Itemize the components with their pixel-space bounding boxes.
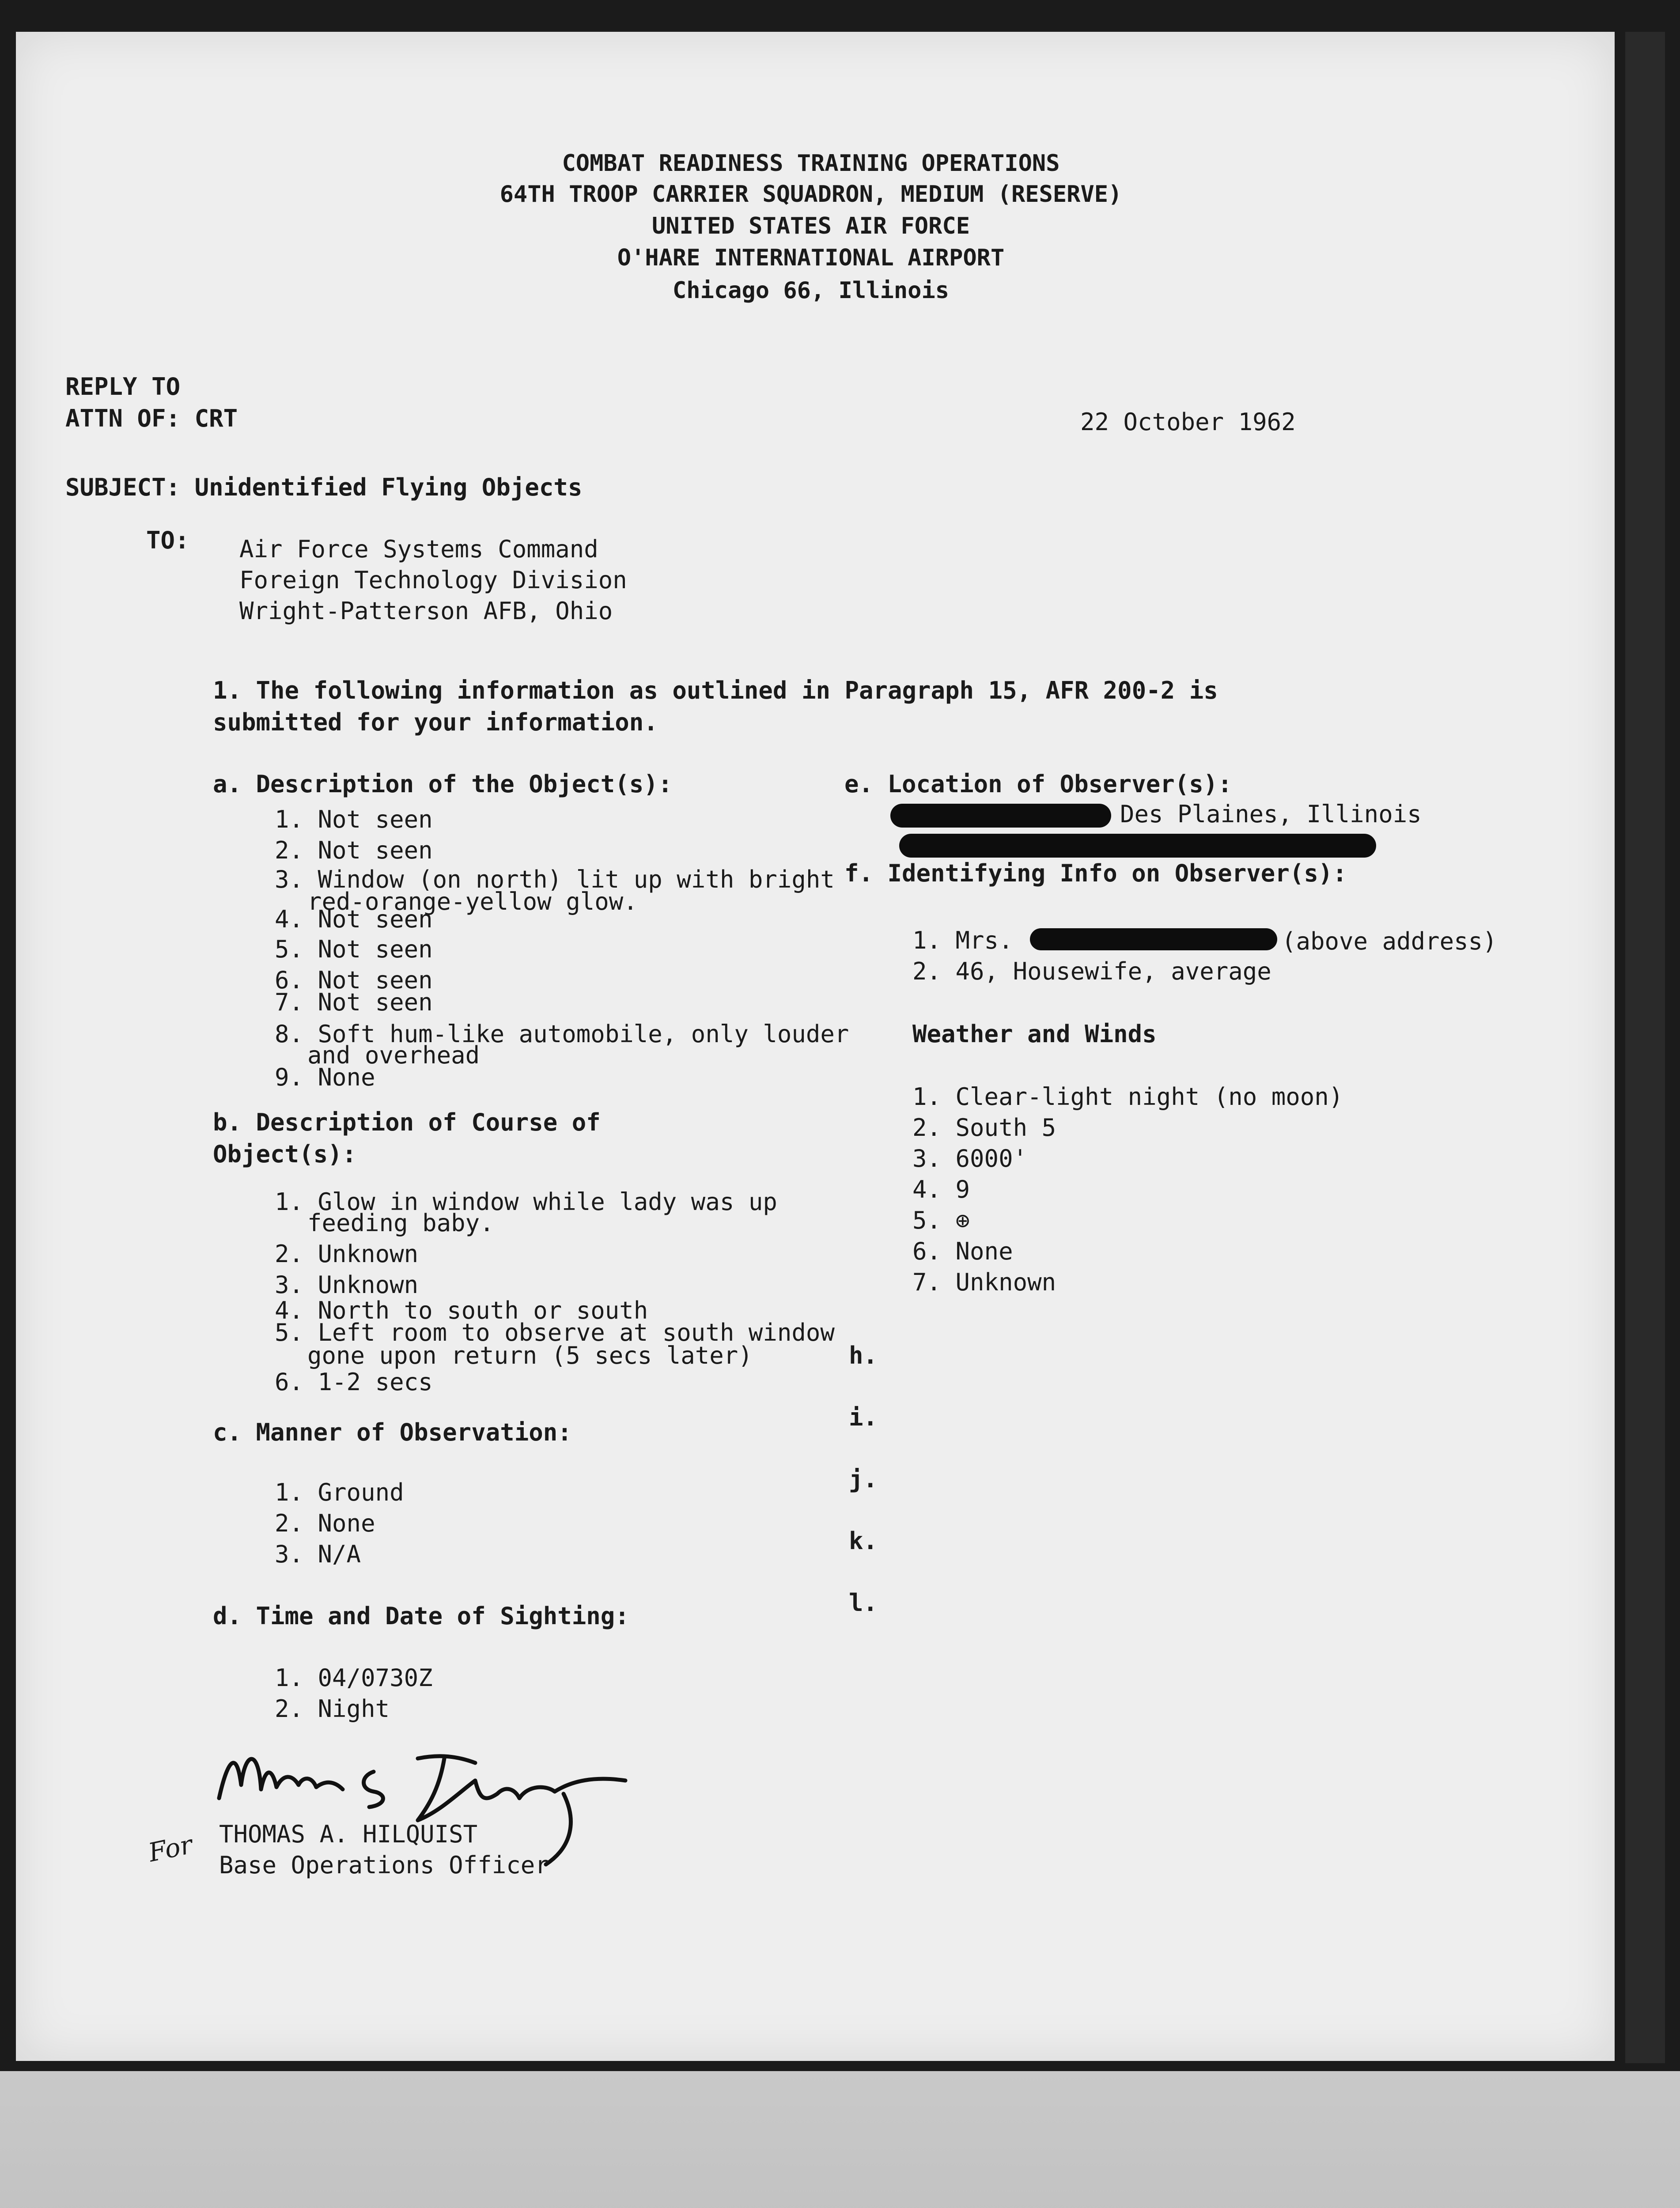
b-item: 1. Glow in window while lady was up: [275, 1188, 777, 1216]
item-h: h.: [849, 1342, 878, 1369]
a-item: 5. Not seen: [275, 935, 433, 963]
b-item: 5. Left room to observe at south window: [275, 1319, 835, 1346]
item-l: l.: [849, 1589, 878, 1617]
letter-date: 22 October 1962: [1080, 408, 1296, 436]
weather-item: 7. Unknown: [912, 1268, 1056, 1296]
scan-background: [0, 2071, 1680, 2208]
a-item: 2. Not seen: [275, 836, 433, 864]
c-item: 1. Ground: [275, 1478, 404, 1506]
item-i: i.: [849, 1403, 878, 1431]
signatory-name: THOMAS A. HILQUIST: [219, 1820, 478, 1848]
redaction-mark: [1030, 928, 1277, 950]
b-item: gone upon return (5 secs later): [307, 1342, 753, 1369]
weather-item: 3. 6000': [912, 1145, 1028, 1172]
c-item: 3. N/A: [275, 1540, 361, 1568]
letterhead-line-5: Chicago 66, Illinois: [672, 277, 950, 304]
attn-of: ATTN OF: CRT: [65, 405, 238, 432]
letterhead-line-1: COMBAT READINESS TRAINING OPERATIONS: [562, 150, 1060, 177]
document-page: [16, 32, 1615, 2061]
letterhead-line-4: O'HARE INTERNATIONAL AIRPORT: [617, 245, 1005, 271]
b-item: 2. Unknown: [275, 1240, 419, 1268]
a-item: 6. Not seen: [275, 966, 433, 994]
item-k: k.: [849, 1527, 878, 1555]
redaction-mark: [890, 804, 1111, 828]
a-item: 1. Not seen: [275, 805, 433, 833]
a-item: 4. Not seen: [275, 905, 433, 933]
subject-line: SUBJECT: Unidentified Flying Objects: [65, 473, 583, 501]
b-item: 3. Unknown: [275, 1271, 419, 1299]
a-item: red-orange-yellow glow.: [307, 888, 638, 915]
f-item-1-prefix: 1. Mrs.: [912, 926, 1013, 954]
b-item: 6. 1-2 secs: [275, 1368, 433, 1396]
a-item: 3. Window (on north) lit up with bright: [275, 866, 835, 893]
section-b-heading: b. Description of Course of: [213, 1108, 601, 1136]
letterhead-line-2: 64TH TROOP CARRIER SQUADRON, MEDIUM (RESERVE): [499, 181, 1122, 208]
weather-item: 1. Clear-light night (no moon): [912, 1083, 1343, 1111]
intro-line-2: submitted for your information.: [213, 708, 658, 736]
recipient-line-3: Wright-Patterson AFB, Ohio: [239, 597, 613, 625]
d-item: 1. 04/0730Z: [275, 1664, 433, 1692]
weather-item: 5. ⊕: [912, 1206, 970, 1234]
weather-item: 2. South 5: [912, 1114, 1056, 1142]
section-c-heading: c. Manner of Observation:: [213, 1418, 572, 1446]
weather-item: 4. 9: [912, 1176, 970, 1203]
recipient-line-2: Foreign Technology Division: [239, 566, 627, 594]
section-e-heading: e. Location of Observer(s):: [844, 770, 1232, 798]
section-b-heading-cont: Object(s):: [213, 1140, 357, 1168]
letterhead-line-3: UNITED STATES AIR FORCE: [651, 213, 970, 239]
weather-heading: Weather and Winds: [912, 1020, 1157, 1048]
d-item: 2. Night: [275, 1695, 390, 1723]
a-item: 9. None: [275, 1063, 375, 1091]
f-item-1-suffix: (above address): [1282, 927, 1497, 955]
redaction-mark: [899, 834, 1376, 858]
b-item: feeding baby.: [307, 1209, 494, 1237]
observer-address: Des Plaines, Illinois: [1120, 800, 1422, 828]
a-item: 8. Soft hum-like automobile, only louder: [275, 1020, 849, 1048]
recipient-line-1: Air Force Systems Command: [239, 535, 598, 563]
a-item: and overhead: [307, 1041, 480, 1069]
section-a-heading: a. Description of the Object(s):: [213, 770, 673, 798]
item-j: j.: [849, 1465, 878, 1493]
to-label: TO:: [146, 526, 189, 554]
section-f-heading: f. Identifying Info on Observer(s):: [844, 859, 1347, 887]
for-annotation: For: [146, 1829, 195, 1868]
f-item-2: 2. 46, Housewife, average: [912, 957, 1271, 985]
reply-to: REPLY TO: [65, 373, 181, 401]
b-item: 4. North to south or south: [275, 1297, 648, 1324]
c-item: 2. None: [275, 1509, 375, 1537]
weather-item: 6. None: [912, 1237, 1013, 1265]
intro-line-1: 1. The following information as outlined in Paragraph 15, AFR 200-2 is: [213, 677, 1218, 704]
film-edge: [1625, 32, 1665, 2063]
section-d-heading: d. Time and Date of Sighting:: [213, 1602, 629, 1630]
a-item: 7. Not seen: [275, 988, 433, 1016]
signatory-title: Base Operations Officer: [219, 1851, 549, 1879]
